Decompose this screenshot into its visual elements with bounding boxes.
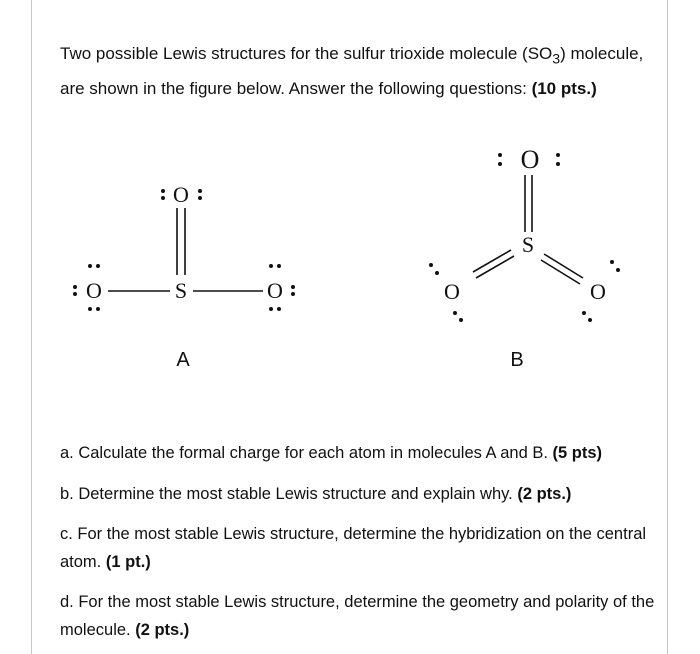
question-d-points: (2 pts.) — [135, 621, 190, 639]
lone-pair-dot — [453, 311, 457, 315]
lone-pair-dot — [556, 153, 560, 157]
intro-subscript: 3 — [552, 51, 561, 68]
lone-pair-dot — [88, 307, 92, 311]
question-d-text: d. For the most stable Lewis structure, determine the geometry and polarity of the molecule. — [60, 593, 655, 639]
structure-a — [73, 182, 295, 371]
structure-b-sulfur: S — [521, 232, 535, 257]
question-c-points: (1 pt.) — [105, 553, 151, 571]
lone-pair-dot — [498, 162, 502, 166]
intro-text-post: ) molecule, are shown in the figure below. Answer the following questions: — [60, 44, 644, 99]
question-a-points: (5 pts) — [552, 444, 603, 462]
intro-points: (10 pts.) — [531, 79, 597, 99]
lone-pair-dot — [88, 264, 92, 268]
structure-a-sulfur: S — [174, 278, 188, 303]
structure-a-label: A — [176, 349, 190, 371]
question-d — [60, 588, 660, 644]
lone-pair-dot — [616, 268, 620, 272]
intro-text-pre: Two possible Lewis structures for the sulfur trioxide molecule (SO — [60, 44, 553, 63]
lone-pair-dot — [588, 318, 592, 322]
structure-b-left-oxygen: O — [444, 279, 460, 304]
lone-pair-dot — [498, 153, 502, 157]
lone-pair-dot — [96, 264, 100, 268]
lone-pair-dot — [73, 285, 77, 289]
structure-b — [429, 145, 620, 371]
lone-pair-dot — [198, 196, 202, 200]
lone-pair-dot — [582, 311, 586, 315]
lone-pair-dot — [429, 263, 433, 267]
lone-pair-dot — [269, 264, 273, 268]
question-b — [60, 480, 660, 508]
structure-a-right-oxygen: O — [267, 278, 283, 303]
lone-pair-dot — [96, 307, 100, 311]
structure-a-top-oxygen: O — [173, 182, 189, 207]
structure-b-label: B — [510, 349, 524, 371]
lone-pair-dot — [277, 307, 281, 311]
structure-b-right-oxygen: O — [590, 279, 606, 304]
lone-pair-dot — [610, 260, 614, 264]
question-b-points: (2 pts.) — [517, 485, 572, 503]
question-c-text: c. For the most stable Lewis structure, determine the hybridization on the central atom. — [60, 525, 647, 571]
lone-pair-dot — [291, 285, 295, 289]
question-a — [60, 439, 660, 467]
question-a-text: a. Calculate the formal charge for each atom in molecules A and B. — [60, 444, 553, 462]
lone-pair-dot — [459, 318, 463, 322]
structure-b-top-oxygen: O — [520, 145, 540, 174]
lone-pair-dot — [161, 189, 165, 193]
lone-pair-dot — [161, 196, 165, 200]
lone-pair-dot — [277, 264, 281, 268]
structure-a-left-oxygen: O — [86, 278, 102, 303]
lone-pair-dot — [269, 307, 273, 311]
lone-pair-dot — [73, 292, 77, 296]
lone-pair-dot — [435, 271, 439, 275]
lone-pair-dot — [556, 162, 560, 166]
lone-pair-dot — [291, 292, 295, 296]
question-b-text: b. Determine the most stable Lewis structure and explain why. — [60, 485, 518, 503]
lone-pair-dot — [198, 189, 202, 193]
question-c — [60, 520, 660, 576]
